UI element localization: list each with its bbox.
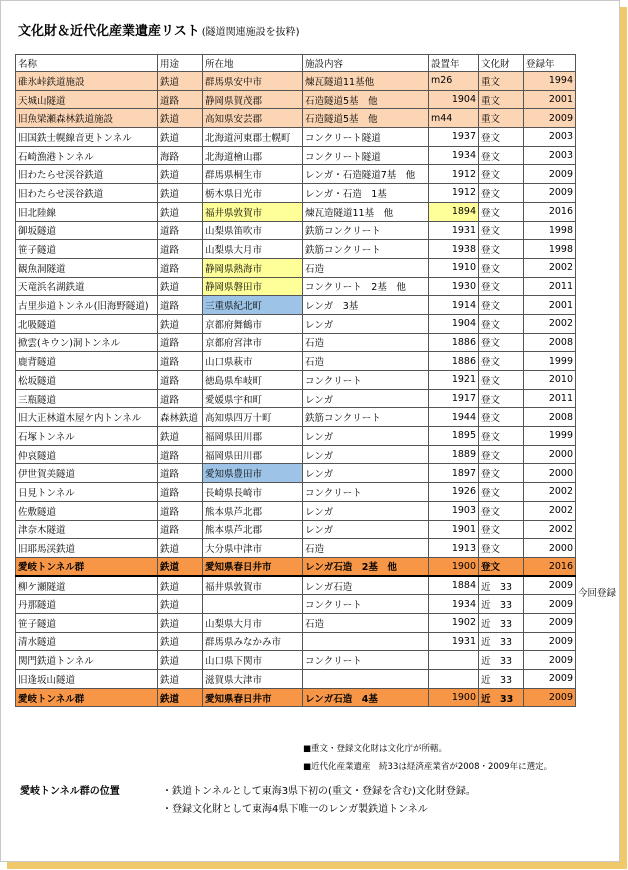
page-title (18, 20, 300, 39)
cell-location: 静岡県賀茂郡 (203, 90, 303, 109)
cell-content: コンクリート 2基 他 (303, 277, 429, 296)
cell-category: 登文 (479, 221, 524, 240)
cell-location: 山口県下関市 (203, 651, 303, 670)
table-row (16, 352, 576, 371)
cell-content: レンガ石造 2基 他 (303, 557, 429, 576)
cell-content: 石造 (303, 258, 429, 277)
cell-location: 福岡県田川郡 (203, 427, 303, 446)
cell-year: 1904 (429, 90, 479, 109)
cell-content: レンガ石造 4基 (303, 688, 429, 707)
cell-content: 煉瓦造隧道11基 他 (303, 202, 429, 221)
cell-registered: 2002 (524, 501, 576, 520)
header-content: 施設内容 (303, 55, 429, 72)
table-header-row (16, 55, 576, 72)
table-row (16, 109, 576, 128)
cell-content: 煉瓦隧道11基他 (303, 72, 429, 91)
cell-registered: 1999 (524, 352, 576, 371)
cell-registered: 2016 (524, 557, 576, 576)
cell-category: 登文 (479, 539, 524, 558)
cell-content: レンガ (303, 464, 429, 483)
cell-registered: 2008 (524, 333, 576, 352)
cell-use: 鉄道 (158, 109, 203, 128)
cell-category: 登文 (479, 389, 524, 408)
cell-year: 1930 (429, 277, 479, 296)
cell-content: コンクリート (303, 483, 429, 502)
cell-location: 福岡県田川郡 (203, 445, 303, 464)
cell-content: レンガ (303, 427, 429, 446)
cell-year: 1903 (429, 501, 479, 520)
cell-year: 1913 (429, 539, 479, 558)
cell-year: 1914 (429, 296, 479, 315)
cell-content: 石造隧道5基 他 (303, 109, 429, 128)
cell-name: 旧大正林道木屋ケ内トンネル (16, 408, 158, 427)
table-row (16, 595, 576, 614)
cell-name: 鹿背隧道 (16, 352, 158, 371)
table-row (16, 146, 576, 165)
header-registered: 登録年 (524, 55, 576, 72)
cell-content: 石造 (303, 352, 429, 371)
cell-content: レンガ・石造隧道7基 他 (303, 165, 429, 184)
position-label: 愛岐トンネル群の位置 (20, 786, 120, 797)
table-row (16, 314, 576, 333)
cell-content: レンガ (303, 314, 429, 333)
cell-name: 笹子隧道 (16, 240, 158, 259)
table-row (16, 520, 576, 539)
cell-name: 関門鉄道トンネル (16, 651, 158, 670)
table-row (16, 90, 576, 109)
cell-registered: 2002 (524, 483, 576, 502)
table-row (16, 72, 576, 91)
table-row (16, 389, 576, 408)
current-registration-note: 今回登録 (578, 588, 617, 599)
cell-category: 近 33 (479, 576, 524, 595)
header-use: 用途 (158, 55, 203, 72)
cell-category: 近 33 (479, 632, 524, 651)
cell-year: 1884 (429, 576, 479, 595)
cell-use: 道路 (158, 389, 203, 408)
cell-name: 碓氷峠鉄道施設 (16, 72, 158, 91)
cell-name: 旧わたらせ渓谷鉄道 (16, 165, 158, 184)
cell-use: 道路 (158, 501, 203, 520)
cell-category: 登文 (479, 520, 524, 539)
cell-location: 京都府舞鶴市 (203, 314, 303, 333)
cell-registered: 2016 (524, 202, 576, 221)
cell-category: 重文 (479, 90, 524, 109)
cell-year: 1931 (429, 221, 479, 240)
cell-year: 1912 (429, 184, 479, 203)
cell-year: 1931 (429, 632, 479, 651)
cell-year: 1895 (429, 427, 479, 446)
table-row (16, 296, 576, 315)
cell-registered: 2003 (524, 146, 576, 165)
cell-registered: 2009 (524, 632, 576, 651)
cell-registered: 2009 (524, 184, 576, 203)
cell-registered: 2001 (524, 90, 576, 109)
cell-location: 山梨県大月市 (203, 613, 303, 632)
table-row (16, 651, 576, 670)
note-meti-selection: ■近代化産業遺産 続33は経済産業省が2008・2009年に選定。 (303, 762, 553, 772)
cell-content: レンガ (303, 501, 429, 520)
table-row (16, 408, 576, 427)
cell-category: 登文 (479, 258, 524, 277)
cell-year: 1912 (429, 165, 479, 184)
cell-category: 近 33 (479, 688, 524, 707)
cell-name: 旧国鉄士幌線音更トンネル (16, 128, 158, 147)
cell-category: 登文 (479, 408, 524, 427)
cell-location: 静岡県熱海市 (203, 258, 303, 277)
cell-category: 登文 (479, 277, 524, 296)
cell-year: 1934 (429, 595, 479, 614)
cell-content: レンガ 3基 (303, 296, 429, 315)
cell-year: 1901 (429, 520, 479, 539)
cell-use: 鉄道 (158, 184, 203, 203)
cell-name: 旧北陸線 (16, 202, 158, 221)
cell-use: 道路 (158, 445, 203, 464)
cell-year (429, 651, 479, 670)
note-cultural-agency: ■重文・登録文化財は文化庁が所轄。 (303, 744, 448, 754)
cell-name: 旧耶馬渓鉄道 (16, 539, 158, 558)
cell-category: 近 33 (479, 651, 524, 670)
cell-name: 観魚洞隧道 (16, 258, 158, 277)
cell-location: 群馬県安中市 (203, 72, 303, 91)
cell-category: 登文 (479, 557, 524, 576)
cell-name: 旧逢坂山隧道 (16, 670, 158, 689)
cell-use: 鉄道 (158, 539, 203, 558)
header-name: 名称 (16, 55, 158, 72)
cell-content: コンクリート (303, 595, 429, 614)
cell-name: 仲哀隧道 (16, 445, 158, 464)
cell-year: 1926 (429, 483, 479, 502)
cell-content: コンクリート (303, 651, 429, 670)
header-category: 文化財 (479, 55, 524, 72)
cell-category: 登文 (479, 240, 524, 259)
cell-registered: 2011 (524, 277, 576, 296)
cell-content: コンクリート (303, 371, 429, 390)
cell-category: 重文 (479, 72, 524, 91)
table-row (16, 184, 576, 203)
table-row (16, 277, 576, 296)
cell-location: 熊本県芦北郡 (203, 520, 303, 539)
cell-location: 長崎県長崎市 (203, 483, 303, 502)
cell-registered: 2011 (524, 389, 576, 408)
cell-year: 1921 (429, 371, 479, 390)
cell-location: 栃木県日光市 (203, 184, 303, 203)
cell-use: 鉄道 (158, 277, 203, 296)
cell-content: 鉄筋コンクリート (303, 408, 429, 427)
cell-category: 登文 (479, 427, 524, 446)
cell-registered: 2002 (524, 258, 576, 277)
cell-name: 旧魚梁瀬森林鉄道施設 (16, 109, 158, 128)
cell-category: 登文 (479, 371, 524, 390)
cell-location: 山梨県笛吹市 (203, 221, 303, 240)
cell-registered: 2009 (524, 109, 576, 128)
cell-use: 鉄道 (158, 613, 203, 632)
cell-year: 1917 (429, 389, 479, 408)
cell-name: 石崎漁港トンネル (16, 146, 158, 165)
cell-location: 高知県安芸郡 (203, 109, 303, 128)
cell-year: 1900 (429, 557, 479, 576)
cell-name: 石塚トンネル (16, 427, 158, 446)
cell-location: 群馬県みなかみ市 (203, 632, 303, 651)
cell-category: 登文 (479, 464, 524, 483)
table-row (16, 427, 576, 446)
table-row (16, 483, 576, 502)
cell-name: 愛岐トンネル群 (16, 688, 158, 707)
table-row (16, 688, 576, 707)
cell-content: 鉄筋コンクリート (303, 221, 429, 240)
cell-use: 鉄道 (158, 576, 203, 595)
cell-name: 天城山隧道 (16, 90, 158, 109)
cell-content: レンガ石造 (303, 576, 429, 595)
cell-name: 御坂隧道 (16, 221, 158, 240)
cell-location: 徳島県牟岐町 (203, 371, 303, 390)
table-row (16, 221, 576, 240)
cell-use: 鉄道 (158, 72, 203, 91)
cell-use: 鉄道 (158, 128, 203, 147)
cell-year: 1934 (429, 146, 479, 165)
cell-content: レンガ・石造 1基 (303, 184, 429, 203)
cell-registered: 2002 (524, 314, 576, 333)
cell-registered: 2009 (524, 670, 576, 689)
table-row (16, 258, 576, 277)
cell-location: 愛知県春日井市 (203, 688, 303, 707)
cell-location: 京都府宮津市 (203, 333, 303, 352)
cell-location: 三重県紀北町 (203, 296, 303, 315)
cell-registered: 2008 (524, 408, 576, 427)
cell-registered: 1998 (524, 221, 576, 240)
cell-use: 鉄道 (158, 427, 203, 446)
title-subtitle: (隧道関連施設を抜粋) (201, 27, 300, 38)
cell-location: 愛知県豊田市 (203, 464, 303, 483)
cell-location: 大分県中津市 (203, 539, 303, 558)
table-row (16, 128, 576, 147)
cell-name: 北吸隧道 (16, 314, 158, 333)
cell-location: 静岡県磐田市 (203, 277, 303, 296)
cell-use: 森林鉄道 (158, 408, 203, 427)
cell-year: 1937 (429, 128, 479, 147)
cell-year: 1900 (429, 688, 479, 707)
cell-name: 柳ケ瀬隧道 (16, 576, 158, 595)
cell-name: 旧わたらせ渓谷鉄道 (16, 184, 158, 203)
cell-use: 道路 (158, 464, 203, 483)
cell-content: レンガ (303, 445, 429, 464)
cell-category: 登文 (479, 128, 524, 147)
cell-category: 登文 (479, 352, 524, 371)
table-row (16, 165, 576, 184)
cell-use: 道路 (158, 240, 203, 259)
cell-name: 掀雲(キウン)洞トンネル (16, 333, 158, 352)
cell-registered: 2002 (524, 520, 576, 539)
cell-use: 道路 (158, 483, 203, 502)
cell-registered: 1999 (524, 427, 576, 446)
cell-registered: 2010 (524, 371, 576, 390)
cell-content: 鉄筋コンクリート (303, 240, 429, 259)
cell-name: 丹那隧道 (16, 595, 158, 614)
cell-use: 道路 (158, 90, 203, 109)
cell-use: 鉄道 (158, 651, 203, 670)
cell-use: 道路 (158, 221, 203, 240)
cell-category: 登文 (479, 501, 524, 520)
cell-name: 日見トンネル (16, 483, 158, 502)
cell-year: 1886 (429, 333, 479, 352)
cell-content: コンクリート隧道 (303, 128, 429, 147)
cell-registered: 2000 (524, 464, 576, 483)
cell-use: 道路 (158, 333, 203, 352)
cell-use: 鉄道 (158, 557, 203, 576)
cell-year: 1910 (429, 258, 479, 277)
cell-name: 古里歩道トンネル(旧海野隧道) (16, 296, 158, 315)
header-year: 設置年 (429, 55, 479, 72)
cell-year: 1938 (429, 240, 479, 259)
cell-registered: 2009 (524, 595, 576, 614)
cell-content (303, 670, 429, 689)
cell-registered: 2000 (524, 445, 576, 464)
cell-location: 山口県萩市 (203, 352, 303, 371)
cell-name: 津奈木隧道 (16, 520, 158, 539)
table-row (16, 445, 576, 464)
cell-category: 重文 (479, 109, 524, 128)
cell-use: 道路 (158, 352, 203, 371)
cell-year: 1886 (429, 352, 479, 371)
table-row (16, 557, 576, 576)
table-row (16, 333, 576, 352)
cell-year: 1904 (429, 314, 479, 333)
cell-year: 1894 (429, 202, 479, 221)
bullet-first-registration: ・鉄道トンネルとして東海3県下初の(重文・登録を含む)文化財登録。 (162, 786, 476, 797)
cell-category: 登文 (479, 202, 524, 221)
cell-year: 1944 (429, 408, 479, 427)
cell-year: m26 (429, 72, 479, 91)
cell-location: 北海道河東郡士幌町 (203, 128, 303, 147)
cell-registered: 2009 (524, 688, 576, 707)
cell-name: 天竜浜名湖鉄道 (16, 277, 158, 296)
cell-name: 愛岐トンネル群 (16, 557, 158, 576)
cell-year: m44 (429, 109, 479, 128)
cell-content: 石造 (303, 333, 429, 352)
title-text: 文化財＆近代化産業遺産リスト (18, 24, 200, 39)
cell-content (303, 632, 429, 651)
table-row (16, 632, 576, 651)
heritage-table (15, 54, 576, 707)
cell-registered: 2001 (524, 296, 576, 315)
cell-content: レンガ (303, 389, 429, 408)
cell-use: 鉄道 (158, 595, 203, 614)
cell-location: 熊本県芦北郡 (203, 501, 303, 520)
cell-category: 登文 (479, 314, 524, 333)
cell-location: 愛媛県宇和町 (203, 389, 303, 408)
cell-name: 三瓶隧道 (16, 389, 158, 408)
cell-content: レンガ (303, 520, 429, 539)
cell-registered: 2009 (524, 613, 576, 632)
cell-year (429, 670, 479, 689)
cell-category: 登文 (479, 333, 524, 352)
cell-content: コンクリート隧道 (303, 146, 429, 165)
cell-name: 伊世賀美隧道 (16, 464, 158, 483)
table-row (16, 240, 576, 259)
cell-registered: 2009 (524, 576, 576, 595)
table-row (16, 202, 576, 221)
cell-use: 鉄道 (158, 202, 203, 221)
cell-location: 愛知県春日井市 (203, 557, 303, 576)
cell-registered: 2003 (524, 128, 576, 147)
cell-location: 滋賀県大津市 (203, 670, 303, 689)
cell-name: 笹子隧道 (16, 613, 158, 632)
cell-registered: 2000 (524, 539, 576, 558)
cell-category: 登文 (479, 445, 524, 464)
table-row (16, 576, 576, 595)
cell-registered: 2009 (524, 165, 576, 184)
cell-use: 鉄道 (158, 632, 203, 651)
cell-use: 海路 (158, 146, 203, 165)
cell-registered: 1998 (524, 240, 576, 259)
cell-use: 鉄道 (158, 670, 203, 689)
cell-category: 登文 (479, 483, 524, 502)
cell-use: 道路 (158, 296, 203, 315)
cell-registered: 2009 (524, 651, 576, 670)
table-row (16, 501, 576, 520)
cell-content: 石造隧道5基 他 (303, 90, 429, 109)
cell-location: 山梨県大月市 (203, 240, 303, 259)
table-row (16, 371, 576, 390)
cell-year: 1889 (429, 445, 479, 464)
cell-location (203, 595, 303, 614)
cell-location: 福井県敦賀市 (203, 576, 303, 595)
cell-category: 登文 (479, 296, 524, 315)
cell-use: 道路 (158, 371, 203, 390)
cell-use: 鉄道 (158, 165, 203, 184)
cell-category: 近 33 (479, 613, 524, 632)
cell-category: 近 33 (479, 670, 524, 689)
table-row (16, 539, 576, 558)
cell-use: 道路 (158, 520, 203, 539)
cell-name: 清水隧道 (16, 632, 158, 651)
table-row (16, 613, 576, 632)
cell-year: 1897 (429, 464, 479, 483)
cell-location: 北海道檜山郡 (203, 146, 303, 165)
cell-use: 鉄道 (158, 688, 203, 707)
cell-year: 1902 (429, 613, 479, 632)
table-row (16, 670, 576, 689)
cell-location: 高知県四万十町 (203, 408, 303, 427)
cell-category: 登文 (479, 165, 524, 184)
cell-category: 登文 (479, 184, 524, 203)
cell-category: 登文 (479, 146, 524, 165)
cell-content: 石造 (303, 539, 429, 558)
table-row (16, 464, 576, 483)
bullet-only-brick-tunnel: ・登録文化財として東海4県下唯一のレンガ製鉄道トンネル (162, 804, 428, 815)
cell-category: 近 33 (479, 595, 524, 614)
cell-name: 松坂隧道 (16, 371, 158, 390)
cell-location: 福井県敦賀市 (203, 202, 303, 221)
cell-location: 群馬県桐生市 (203, 165, 303, 184)
cell-name: 佐敷隧道 (16, 501, 158, 520)
cell-use: 鉄道 (158, 314, 203, 333)
cell-content: 石造 (303, 613, 429, 632)
cell-use: 道路 (158, 258, 203, 277)
header-location: 所在地 (203, 55, 303, 72)
cell-registered: 1994 (524, 72, 576, 91)
